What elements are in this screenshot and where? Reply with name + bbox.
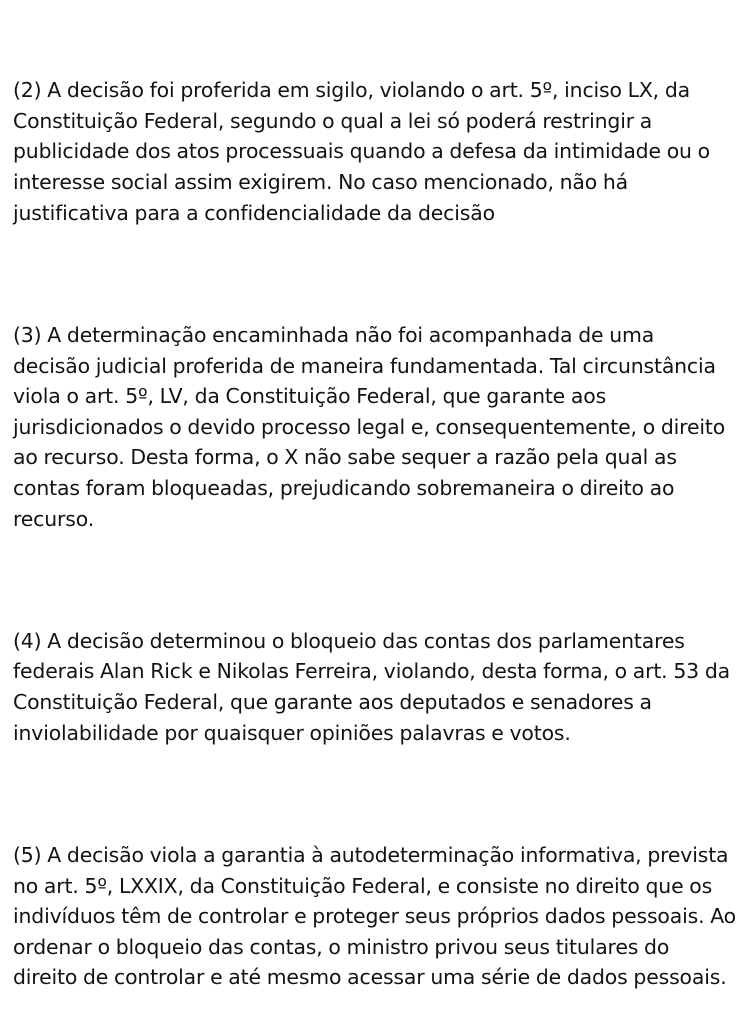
paragraph-item-2: (2) A decisão foi proferida em sigilo, violando o art. 5º, inciso LX, da Constituição Federal, segundo o qual a lei só poderá restringir a publicidade dos atos processuais quando a defesa da intimidade ou o interesse social assim exigirem. No caso mencionado, não há justificativa para a confidencialidade da decisão: [13, 78, 716, 225]
paragraph-item-4: (4) A decisão determinou o bloqueio das contas dos parlamentares federais Alan Rick e Nikolas Ferreira, violando, desta forma, o art. 53 da Constituição Federal, que garante aos deputados e senadores a inviolabilidade por quaisquer opiniões palavras e votos.: [13, 628, 736, 745]
paragraph-item-3: (3) A determinação encaminhada não foi acompanhada de uma decisão judicial proferida de maneira fundamentada. Tal circunstância viola o art. 5º, LV, da Constituição Federal, que garante aos jurisdicionados o devido processo legal e, consequentemente, o direito ao recurso. Desta forma, o X não sabe sequer a razão pela qual as contas foram bloqueadas, prejudicando sobremaneira o direito ao recurso.: [13, 322, 731, 531]
paragraph-item-5: (5) A decisão viola a garantia à autodeterminação informativa, prevista no art. 5º, LXXIX, da Constituição Federal, e consiste no direito que os indivíduos têm de controlar e proteger seus próprios dados pessoais. Ao ordenar o bloqueio das contas, o ministro privou seus titulares do direito de controlar e até mesmo acessar uma série de dados pessoais.: [13, 843, 742, 990]
